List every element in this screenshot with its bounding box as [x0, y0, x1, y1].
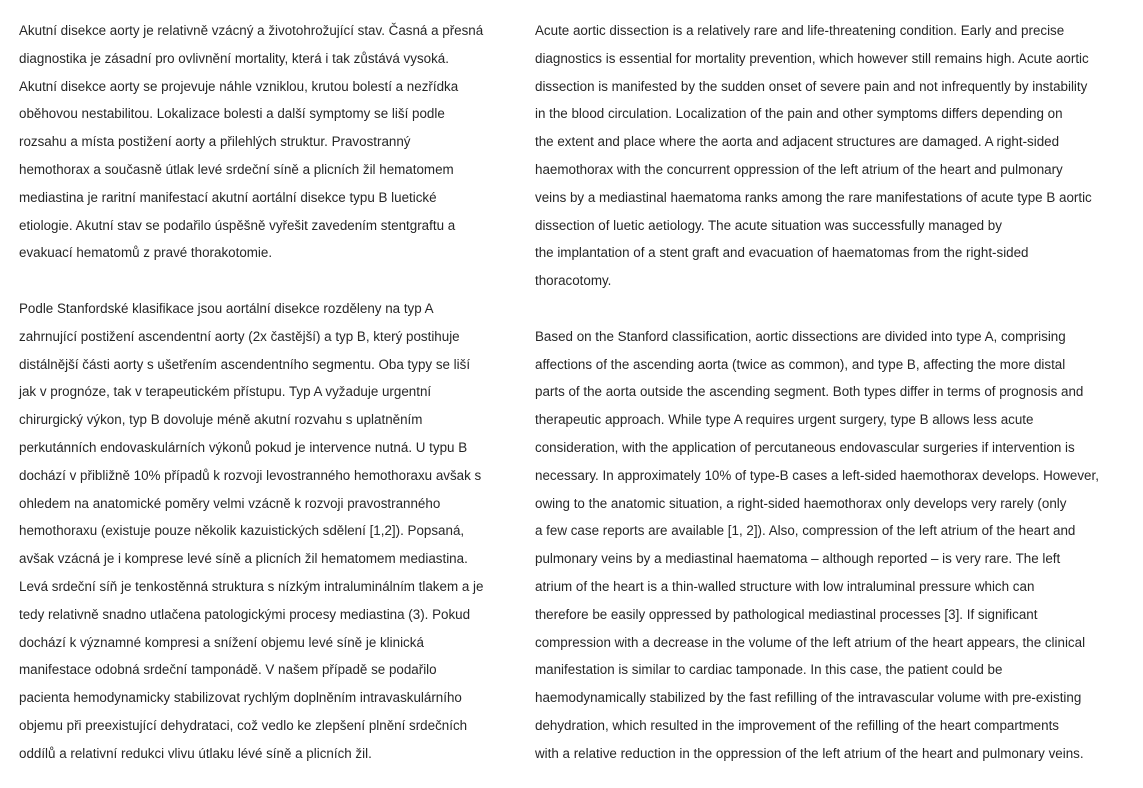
text-line: atrium of the heart is a thin-walled structure with low intraluminal pressure which can — [535, 578, 1035, 594]
czech-column — [19, 17, 511, 768]
text-line: Based on the Stanford classification, aortic dissections are divided into type A, comprising — [535, 328, 1066, 344]
text-line: veins by a mediastinal haematoma ranks among the rare manifestations of acute type B aortic — [535, 189, 1092, 205]
text-line: diagnostics is essential for mortality prevention, which however still remains high. Acute aortic — [535, 50, 1089, 66]
text-line: objemu při preexistující dehydrataci, což vedlo ke zlepšení plnění srdečních — [19, 717, 468, 733]
english-paragraph-2 — [535, 323, 1135, 768]
text-line: with a relative reduction in the oppression of the left atrium of the heart and pulmonary veins. — [535, 745, 1084, 761]
text-line: Podle Stanfordské klasifikace jsou aortální disekce rozděleny na typ A — [19, 300, 434, 316]
paragraph-gap — [535, 295, 1135, 323]
text-line: Levá srdeční síň je tenkostěnná struktura s nízkým intraluminálním tlakem a je — [19, 578, 484, 594]
english-column — [535, 17, 1135, 768]
text-line: therapeutic approach. While type A requires urgent surgery, type B allows less acute — [535, 412, 1034, 428]
text-line: haemodynamically stabilized by the fast refilling of the intravascular volume with pre-existing — [535, 690, 1082, 706]
text-line: mediastina je raritní manifestací akutní aortální disekce typu B luetické — [19, 189, 437, 205]
text-line: rozsahu a místa postižení aorty a přilehlých struktur. Pravostranný — [19, 134, 411, 150]
text-line: tedy relativně snadno utlačena patologickými procesy mediastina (3). Pokud — [19, 606, 471, 622]
text-line: dissection is manifested by the sudden onset of severe pain and not infrequently by instability — [535, 78, 1088, 94]
text-line: oddílů a relativní redukci vlivu útlaku lévé síně a plicních žil. — [19, 745, 372, 761]
text-line: diagnostika je zásadní pro ovlivnění mortality, která i tak zůstává vysoká. — [19, 50, 449, 66]
text-line: pulmonary veins by a mediastinal haematoma – although reported – is very rare. The left — [535, 551, 1061, 567]
text-line: compression with a decrease in the volume of the left atrium of the heart appears, the clinical — [535, 634, 1086, 650]
text-line: dochází v přibližně 10% případů k rozvoji levostranného hemothoraxu avšak s — [19, 467, 482, 483]
text-line: jak v prognóze, tak v terapeutickém přístupu. Typ A vyžaduje urgentní — [19, 384, 432, 400]
text-line: thoracotomy. — [535, 273, 612, 289]
text-line: dissection of luetic aetiology. The acute situation was successfully managed by — [535, 217, 1002, 233]
paragraph-gap — [19, 267, 511, 295]
text-line: consideration, with the application of percutaneous endovascular surgeries if intervention is — [535, 439, 1075, 455]
text-line: evakuací hematomů z pravé thorakotomie. — [19, 245, 273, 261]
text-line: etiologie. Akutní stav se podařilo úspěšně vyřešit zavedením stentgraftu a — [19, 217, 456, 233]
text-line: a few case reports are available [1, 2]). Also, compression of the left atrium of the heart and — [535, 523, 1076, 539]
czech-paragraph-2 — [19, 295, 511, 768]
text-line: owing to the anatomic situation, a right-sided haemothorax only develops very rarely (only — [535, 495, 1067, 511]
text-line: ohledem na anatomické poměry velmi vzácně k rozvoji pravostranného — [19, 495, 441, 511]
text-line: zahrnující postižení ascendentní aorty (2x častější) a typ B, který postihuje — [19, 328, 460, 344]
text-line: chirurgický výkon, typ B dovoluje méně akutní rozvahu s uplatněním — [19, 412, 423, 428]
text-line: oběhovou nestabilitou. Lokalizace bolesti a další symptomy se liší podle — [19, 106, 445, 122]
text-line: manifestation is similar to cardiac tamponade. In this case, the patient could be — [535, 662, 1003, 678]
text-line: Acute aortic dissection is a relatively rare and life-threatening condition. Early and precise — [535, 23, 1065, 38]
text-line: therefore be easily oppressed by pathological mediastinal processes [3]. If significant — [535, 606, 1038, 622]
text-line: pacienta hemodynamicky stabilizovat rychlým doplněním intravaskulárního — [19, 690, 462, 706]
czech-paragraph-1 — [19, 17, 511, 267]
text-line: manifestace odobná srdeční tamponádě. V našem případě se podařilo — [19, 662, 437, 678]
text-line: distálnější části aorty s ušetřením ascendentního segmentu. Oba typy se liší — [19, 356, 471, 372]
text-line: hemothorax a současně útlak levé srdeční síně a plicních žil hematomem — [19, 161, 454, 177]
text-line: the implantation of a stent graft and evacuation of haematomas from the right-sided — [535, 245, 1029, 261]
text-line: dehydration, which resulted in the improvement of the refilling of the heart compartments — [535, 717, 1059, 733]
text-line: dochází k významné kompresi a snížení objemu levé síně je klinická — [19, 634, 424, 650]
text-line: avšak vzácná je i komprese levé síně a plicních žil hematomem mediastina. — [19, 551, 468, 567]
text-line: Akutní disekce aorty je relativně vzácný a životohrožující stav. Časná a přesná — [19, 23, 484, 38]
text-line: the extent and place where the aorta and adjacent structures are damaged. A right-sided — [535, 134, 1060, 150]
text-line: Akutní disekce aorty se projevuje náhle vzniklou, krutou bolestí a nezřídka — [19, 78, 459, 94]
text-line: hemothoraxu (existuje pouze několik kazuistických sdělení [1,2]). Popsaná, — [19, 523, 465, 539]
english-paragraph-1 — [535, 17, 1135, 295]
text-line: parts of the aorta outside the ascending segment. Both types differ in terms of prognosis and — [535, 384, 1084, 400]
text-line: perkutánních endovaskulárních výkonů pokud je intervence nutná. U typu B — [19, 439, 468, 455]
text-line: in the blood circulation. Localization of the pain and other symptoms differs depending on — [535, 106, 1063, 122]
text-line: necessary. In approximately 10% of type-B cases a left-sided haemothorax develops. However, — [535, 467, 1099, 483]
text-line: haemothorax with the concurrent oppression of the left atrium of the heart and pulmonary — [535, 161, 1063, 177]
text-line: affections of the ascending aorta (twice as common), and type B, affecting the more distal — [535, 356, 1066, 372]
